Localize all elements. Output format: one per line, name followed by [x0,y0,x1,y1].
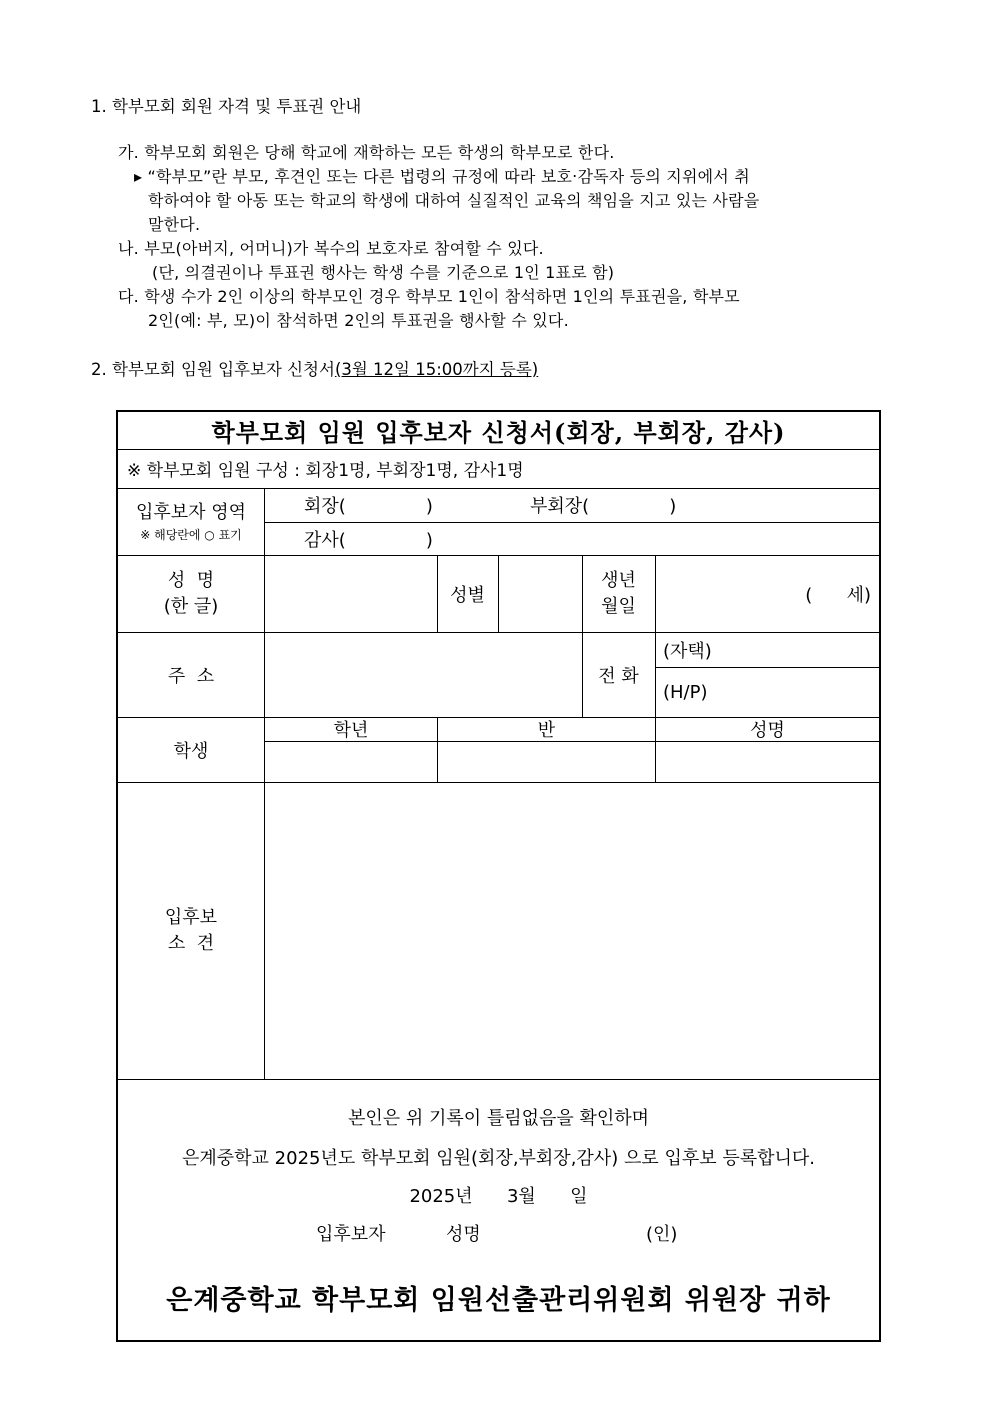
clause-da-line-1: 다. 학생 수가 2인 이상의 학부모인 경우 학부모 1인이 참석하면 1인의 투표권을, 학부모 [118,287,740,306]
clause-na-note: (단, 의결권이나 투표권 행사는 학생 수를 기준으로 1인 1표로 함) [152,263,615,282]
candidate-area-label-cell [118,488,264,555]
definition-note-line-3: 말한다. [148,215,201,234]
birth-label-2: 월일 [601,595,636,617]
application-form [116,410,881,1342]
gender-input[interactable] [499,555,582,632]
option-auditor[interactable]: 감사( ) [304,529,433,551]
name-label-cell [118,555,264,632]
form-title: 학부모회 임원 입후보자 신청서(회장, 부회장, 감사) [211,418,786,447]
column-student-name: 성명 [750,720,785,741]
section-1-title: 1. 학부모회 회원 자격 및 투표권 안내 [91,97,362,116]
clause-na: 나. 부모(아버지, 어머니)가 복수의 보호자로 참여할 수 있다. [118,239,544,258]
section-2-title [91,356,538,380]
candidate-label: 입후보자 [316,1224,386,1245]
date-line: 2025년 3월 일 [409,1186,588,1207]
addressee: 은계중학교 학부모회 임원선출관리위원회 위원장 귀하 [166,1284,831,1316]
phone-home-input[interactable]: (자택) [663,640,712,662]
phone-label: 전 화 [598,665,639,687]
phone-mobile-input[interactable]: (H/P) [663,681,708,703]
name-label-korean: (한 글) [163,595,219,617]
opinion-input[interactable] [265,782,879,1079]
clause-ga: 가. 학부모회 회원은 당해 학교에 재학하는 모든 학생의 학부모로 한다. [118,143,615,162]
section-2-title-text: 2. 학부모회 임원 입후보자 신청서 [91,360,335,379]
opinion-label-2: 소 견 [167,932,215,954]
option-president[interactable]: 회장( ) [304,496,433,517]
grade-input[interactable] [265,742,437,782]
column-class: 반 [537,720,556,741]
officer-composition: ※ 학부모회 임원 구성 : 회장1명, 부회장1명, 감사1명 [127,461,524,481]
signature-name-label: 성명 [446,1224,481,1245]
definition-note-line-1: ▸ “학부모”란 부모, 후견인 또는 다른 법령의 규정에 따라 보호‧감독자 등의 지위에서 취 [134,167,750,186]
candidate-area-label: 입후보자 영역 [135,501,247,523]
clause-da-line-2: 2인(예: 부, 모)이 참석하면 2인의 투표권을 행사할 수 있다. [148,311,569,330]
column-grade: 학년 [333,720,369,741]
birth-label-cell [582,555,655,632]
opinion-label-cell [118,782,264,1079]
registration-deadline: (3월 12일 15:00까지 등록) [334,360,539,379]
confirm-line-2: 은계중학교 2025년도 학부모회 임원(회장,부회장,감사) 으로 입후보 등록합니다. [182,1148,815,1169]
class-input[interactable] [438,742,655,782]
birth-label-1: 생년 [601,569,636,591]
name-label: 성 명 [167,569,215,591]
candidate-area-note: ※ 해당란에 ○ 표기 [140,527,242,542]
gender-label: 성별 [450,584,485,606]
opinion-label-1: 입후보 [164,906,218,928]
address-input[interactable] [265,632,582,717]
name-input[interactable] [265,555,437,632]
birthdate-input[interactable]: ( 세) [805,584,871,606]
student-name-input[interactable] [656,742,879,782]
definition-note-line-2: 학하여야 할 아동 또는 학교의 학생에 대하여 실질적인 교육의 책임을 지고 있는 사람을 [148,191,760,210]
address-label: 주 소 [167,665,215,687]
option-vice-president[interactable]: 부회장( ) [530,496,677,517]
seal-mark: (인) [646,1224,678,1245]
student-label: 학생 [173,740,209,762]
confirm-line-1: 본인은 위 기록이 틀림없음을 확인하며 [347,1108,650,1129]
